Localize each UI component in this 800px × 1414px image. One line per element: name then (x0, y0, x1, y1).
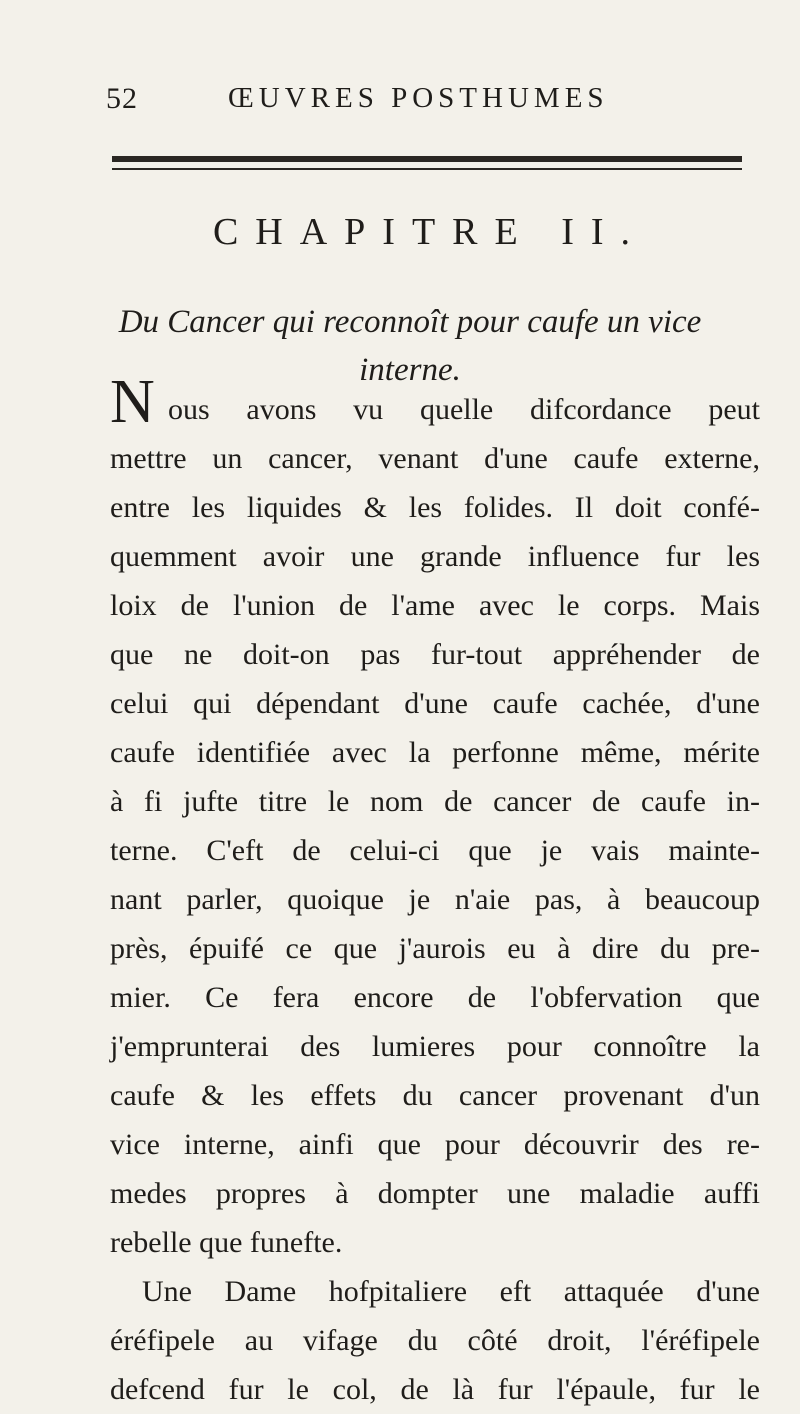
text-line: que ne doit-on pas fur-tout appréhender de (110, 638, 760, 671)
text-line: medes propres à dompter une maladie auffi (110, 1177, 760, 1210)
text-line: éréfipele au vifage du côté droit, l'éréfipele (110, 1324, 760, 1357)
text-line: entre les liquides & les folides. Il doit confé- (110, 491, 760, 524)
drop-cap: N (110, 368, 155, 436)
subtitle-line-2: interne. (359, 352, 461, 388)
chapter-title: CHAPITRE II. (212, 211, 648, 253)
text-line: j'emprunterai des lumieres pour connoître la (110, 1030, 760, 1063)
subtitle-line-1: Du Cancer qui reconnoît pour caufe un vice (118, 304, 702, 340)
text-line: près, épuifé ce que j'aurois eu à dire du pre- (110, 932, 760, 965)
chapter-subtitle (60, 298, 760, 394)
page-number: 52 (106, 82, 138, 115)
body-text (110, 368, 760, 1414)
text-line: loix de l'union de l'ame avec le corps. Mais (110, 589, 760, 622)
text-line: Une Dame hofpitaliere eft attaquée d'une (142, 1275, 760, 1308)
running-head (0, 82, 800, 122)
text-line: terne. C'eft de celui-ci que je vais mainte- (110, 834, 760, 867)
text-line: vice interne, ainfi que pour découvrir des re- (110, 1128, 760, 1161)
ornamental-rule-thin (112, 168, 742, 170)
text-line: quemment avoir une grande influence fur les (110, 540, 760, 573)
text-line: caufe & les effets du cancer provenant d'un (110, 1079, 760, 1112)
text-line: rebelle que funefte. (110, 1226, 343, 1259)
text-line: mettre un cancer, venant d'une caufe externe, (110, 442, 760, 475)
text-line: caufe identifiée avec la perfonne même, mérite (110, 736, 760, 769)
ornamental-rule-thick (112, 156, 742, 162)
text-line: mier. Ce fera encore de l'obfervation que (110, 981, 760, 1014)
text-line: celui qui dépendant d'une caufe cachée, d'une (110, 687, 760, 720)
text-line: nant parler, quoique je n'aie pas, à beaucoup (110, 883, 760, 916)
text-line: defcend fur le col, de là fur l'épaule, fur le (110, 1373, 760, 1406)
text-line: à fi jufte titre le nom de cancer de caufe in- (110, 785, 760, 818)
running-title: ŒUVRES POSTHUMES (228, 82, 609, 114)
text-line-1-content: ous avons vu quelle difcordance peut (168, 393, 760, 426)
